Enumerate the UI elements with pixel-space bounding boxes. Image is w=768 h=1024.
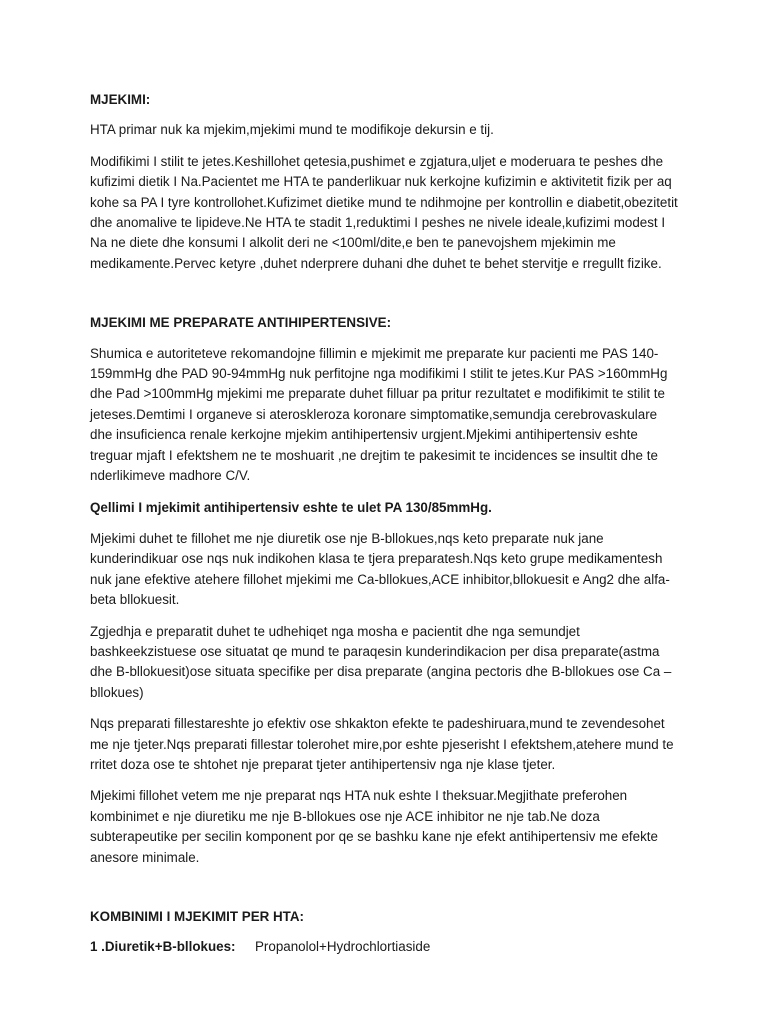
paragraph: Shumica e autoriteteve rekomandojne fillimin e mjekimit me preparate kur pacienti me PAS 140-159mmHg dhe PAD 90-94mmHg nuk perfitojne nga modifikimi I stilit te jetes.Kur PAS >160mmHg dhe Pad >100mmHg mjekimi me preparate duhet filluar pa pritur rezultatet e modifikimit te stilit te jeteses.Demtimi I organeve si ateroskleroza koronare simptomatike,semundja cerebrovaskulare dhe insuficienca renale kerkojne mjekim antihipertensiv urgjent.Mjekimi antihipertensiv eshte treguar mjaft I efektshem ne te moshuarit ,ne drejtim te pakesimit te incidences se insultit dhe te nderlikimeve madhore C/V.	[90, 345, 668, 484]
paragraph: Zgjedhja e preparatit duhet te udhehiqet nga mosha e pacientit dhe nga semundjet bashkeekzistuese ose situatat qe mund te paraqesin kunderindikacion per disa preparate(astma dhe B-bllokuesit)ose situata specifike per disa preparate (angina pectoris dhe B-bllokues ose Ca –bllokues)	[90, 623, 672, 700]
section-heading-kombinimi: KOMBINIMI I MJEKIMIT PER HTA:	[90, 909, 304, 924]
combination-value: Propanolol+Hydrochlortiaside	[255, 939, 431, 955]
paragraph: Modifikimi I stilit te jetes.Keshillohet qetesia,pushimet e zgjatura,uljet e moderuara te peshes dhe kufizimi dietik I Na.Pacientet me HTA te panderlikuar nuk kerkojne kufizimin e aktivitetit fizik per aq kohe sa PA I tyre kontrollohet.Kufizimet dietike mund te ndihmojne per kontrollin e diabetit,obezitetit dhe anomalive te lipideve.Ne HTA te stadit 1,reduktimi I peshes ne nivele ideale,kufizimi modest I Na ne diete dhe konsumi I alkolit deri ne <100ml/dite,e ben te panevojshem mjekimin me medikamente.Pervec ketyre ,duhet nderprere duhani dhe duhet te behet stervitje e rregullt fizike.	[90, 153, 678, 271]
paragraph: Mjekimi duhet te fillohet me nje diuretik ose nje B-bllokues,nqs keto preparate nuk jane kunderindikuar ose nqs nuk indikohen klasa te tjera preparatesh.Nqs keto grupe medikamentesh nuk jane efektive atehere fillohet mjekimi me Ca-bllokues,ACE inhibitor,bllokuesit e Ang2 dhe alfa-beta bllokuesit.	[90, 530, 670, 608]
paragraph: Mjekimi fillohet vetem me nje preparat nqs HTA nuk eshte I theksuar.Megjithate preferohen kombinimet e nje diuretiku me nje B-bllokues ose nje ACE inhibitor ne nje tab.Ne doza subterapeutike per secilin komponent por qe se bashku kane nje efekt antihipertensiv me efekte anesore minimale.	[90, 788, 658, 865]
treatment-goal: Qellimi I mjekimit antihipertensiv eshte te ulet PA 130/85mmHg.	[90, 499, 492, 515]
paragraph: HTA primar nuk ka mjekim,mjekimi mund te modifikoje dekursin e tij.	[90, 122, 494, 138]
section-heading-antihipertensive: MJEKIMI ME PREPARATE ANTIHIPERTENSIVE:	[90, 315, 392, 331]
combination-label: 1 .Diuretik+B-bllokues:	[90, 939, 236, 955]
paragraph: Nqs preparati fillestareshte jo efektiv ose shkakton efekte te padeshiruara,mund te zevendesohet me nje tjeter.Nqs preparati fillestar tolerohet mire,por eshte pjeserisht I efektshem,atehere mund te rritet doza ose te shtohet nje preparat tjeter antihipertensiv nga nje klase tjeter.	[90, 716, 674, 772]
spacer	[90, 285, 680, 313]
section-heading-mjekimi: MJEKIMI:	[90, 92, 151, 107]
combination-row	[90, 937, 680, 957]
document-page	[90, 90, 680, 958]
spacer	[90, 879, 680, 907]
